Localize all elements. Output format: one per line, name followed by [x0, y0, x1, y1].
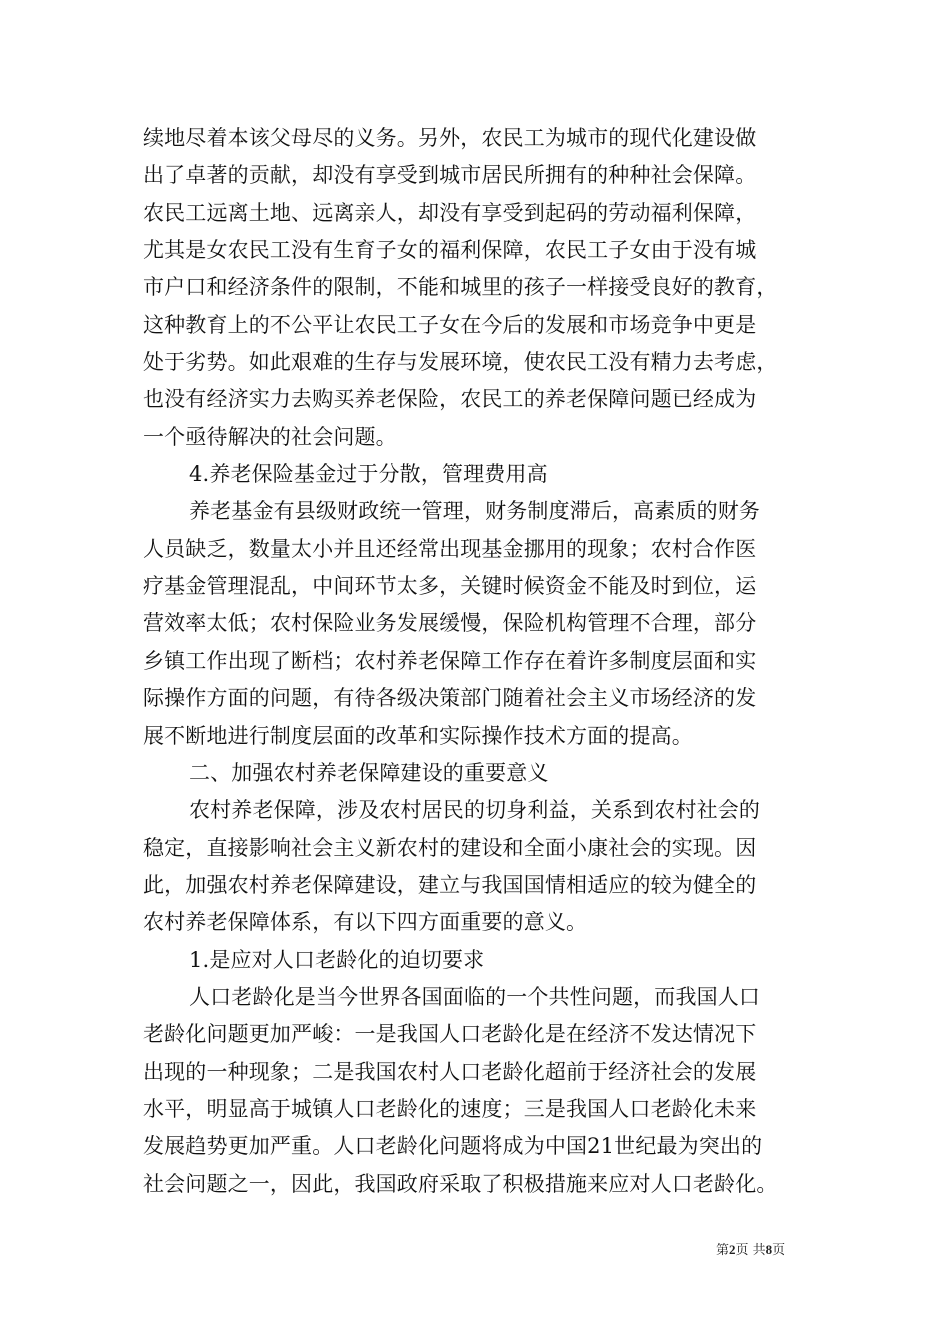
- current-page-number: 2: [729, 1242, 736, 1257]
- text-line: 养老基金有县级财政统一管理，财务制度滞后，高素质的财务: [189, 499, 761, 524]
- text-line: 展不断地进行制度层面的改革和实际操作技术方面的提高。: [143, 723, 693, 748]
- text-line: 这种教育上的不公平让农民工子女在今后的发展和市场竞争中更是: [143, 312, 757, 337]
- text-line: 二、加强农村养老保障建设的重要意义: [189, 760, 549, 785]
- text-line: 乡镇工作出现了断档；农村养老保障工作存在着许多制度层面和实: [143, 648, 757, 673]
- text-line: 也没有经济实力去购买养老保险，农民工的养老保障问题已经成为: [143, 387, 757, 412]
- text-line: 处于劣势。如此艰难的生存与发展环境，使农民工没有精力去考虑，: [143, 350, 778, 375]
- text-line: 社会问题之一，因此，我国政府采取了积极措施来应对人口老龄化。: [143, 1171, 778, 1196]
- text-line: 1.是应对人口老龄化的迫切要求: [189, 947, 485, 972]
- text-line: 此，加强农村养老保障建设，建立与我国国情相适应的较为健全的: [143, 872, 757, 897]
- text-line: 4.养老保险基金过于分散，管理费用高: [189, 462, 548, 487]
- footer-prefix: 第: [716, 1243, 730, 1258]
- text-line: 稳定，直接影响社会主义新农村的建设和全面小康社会的实现。因: [143, 835, 757, 860]
- text-line: 水平，明显高于城镇人口老龄化的速度；三是我国人口老龄化未来: [143, 1096, 757, 1121]
- text-line: 尤其是女农民工没有生育子女的福利保障，农民工子女由于没有城: [143, 238, 757, 263]
- text-line: 农民工远离土地、远离亲人，却没有享受到起码的劳动福利保障，: [143, 200, 757, 225]
- footer-suffix: 页: [772, 1243, 786, 1258]
- text-line: 营效率太低；农村保险业务发展缓慢，保险机构管理不合理，部分: [143, 611, 757, 636]
- text-line: 人员缺乏，数量太小并且还经常出现基金挪用的现象；农村合作医: [143, 536, 757, 561]
- document-body: [143, 120, 823, 1203]
- text-line: 农村养老保障体系，有以下四方面重要的意义。: [143, 910, 588, 935]
- text-line: 农村养老保障，涉及农村居民的切身利益，关系到农村社会的: [189, 798, 761, 823]
- text-line: 一个亟待解决的社会问题。: [143, 424, 397, 449]
- text-line: 续地尽着本该父母尽的义务。另外，农民工为城市的现代化建设做: [143, 126, 757, 150]
- text-line: 发展趋势更加严重。人口老龄化问题将成为中国21世纪最为突出的: [143, 1134, 763, 1159]
- text-line: 市户口和经济条件的限制，不能和城里的孩子一样接受良好的教育，: [143, 275, 778, 300]
- footer-middle: 页 共: [735, 1243, 766, 1258]
- text-line: 人口老龄化是当今世界各国面临的一个共性问题，而我国人口: [189, 984, 761, 1009]
- page-footer: [716, 1242, 785, 1259]
- text-line: 际操作方面的问题，有待各级决策部门随着社会主义市场经济的发: [143, 686, 757, 711]
- text-line: 出现的一种现象；二是我国农村人口老龄化超前于经济社会的发展: [143, 1059, 757, 1084]
- text-line: 出了卓著的贡献，却没有享受到城市居民所拥有的种种社会保障。: [143, 163, 757, 188]
- text-line: 老龄化问题更加严峻：一是我国人口老龄化是在经济不发达情况下: [143, 1022, 757, 1047]
- text-line: 疗基金管理混乱，中间环节太多，关键时候资金不能及时到位，运: [143, 574, 757, 599]
- total-page-number: 8: [765, 1242, 773, 1257]
